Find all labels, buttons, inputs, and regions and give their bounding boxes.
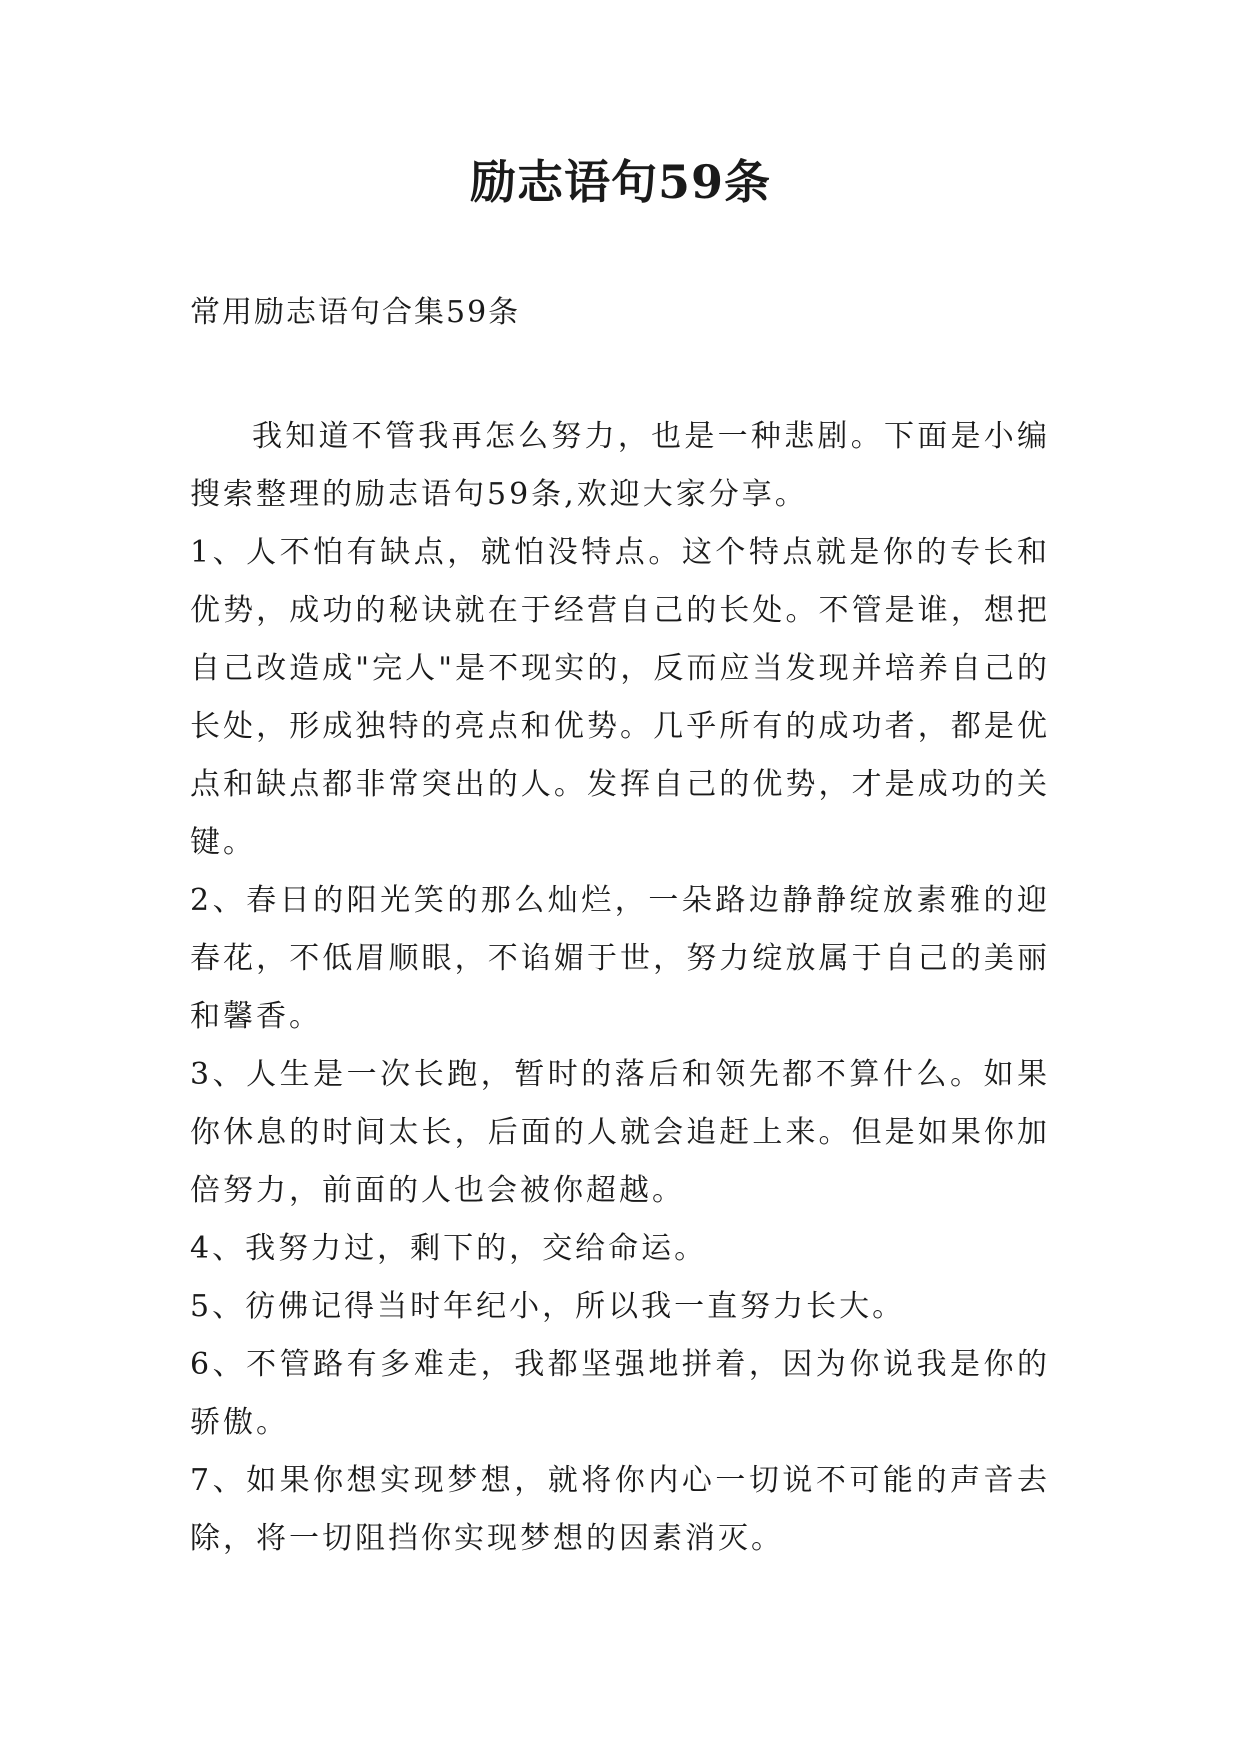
list-item: 2、春日的阳光笑的那么灿烂，一朵路边静静绽放素雅的迎春花，不低眉顺眼，不谄媚于世，努力绽放属于自己的美丽和馨香。 — [190, 883, 1050, 1034]
document-subtitle: 常用励志语句合集59条 — [190, 295, 521, 330]
intro-paragraph: 我知道不管我再怎么努力，也是一种悲剧。下面是小编搜索整理的励志语句59条,欢迎大家分享。 — [190, 419, 1050, 512]
list-item: 5、彷佛记得当时年纪小，所以我一直努力长大。 — [190, 1289, 906, 1324]
document-body — [190, 408, 1050, 1568]
list-item: 6、不管路有多难走，我都坚强地拼着，因为你说我是你的骄傲。 — [190, 1347, 1050, 1440]
document-title: 励志语句59条 — [469, 155, 771, 209]
list-item: 7、如果你想实现梦想，就将你内心一切说不可能的声音去除，将一切阻挡你实现梦想的因素消灭。 — [190, 1463, 1050, 1556]
list-item: 4、我努力过，剩下的，交给命运。 — [190, 1231, 708, 1266]
list-item: 1、人不怕有缺点，就怕没特点。这个特点就是你的专长和优势，成功的秘诀就在于经营自己的长处。不管是谁，想把自己改造成"完人"是不现实的，反而应当发现并培养自己的长处，形成独特的亮点和优势。几乎所有的成功者，都是优点和缺点都非常突出的人。发挥自己的优势，才是成功的关键。 — [190, 535, 1050, 860]
list-item: 3、人生是一次长跑，暂时的落后和领先都不算什么。如果你休息的时间太长，后面的人就会追赶上来。但是如果你加倍努力，前面的人也会被你超越。 — [190, 1057, 1050, 1208]
